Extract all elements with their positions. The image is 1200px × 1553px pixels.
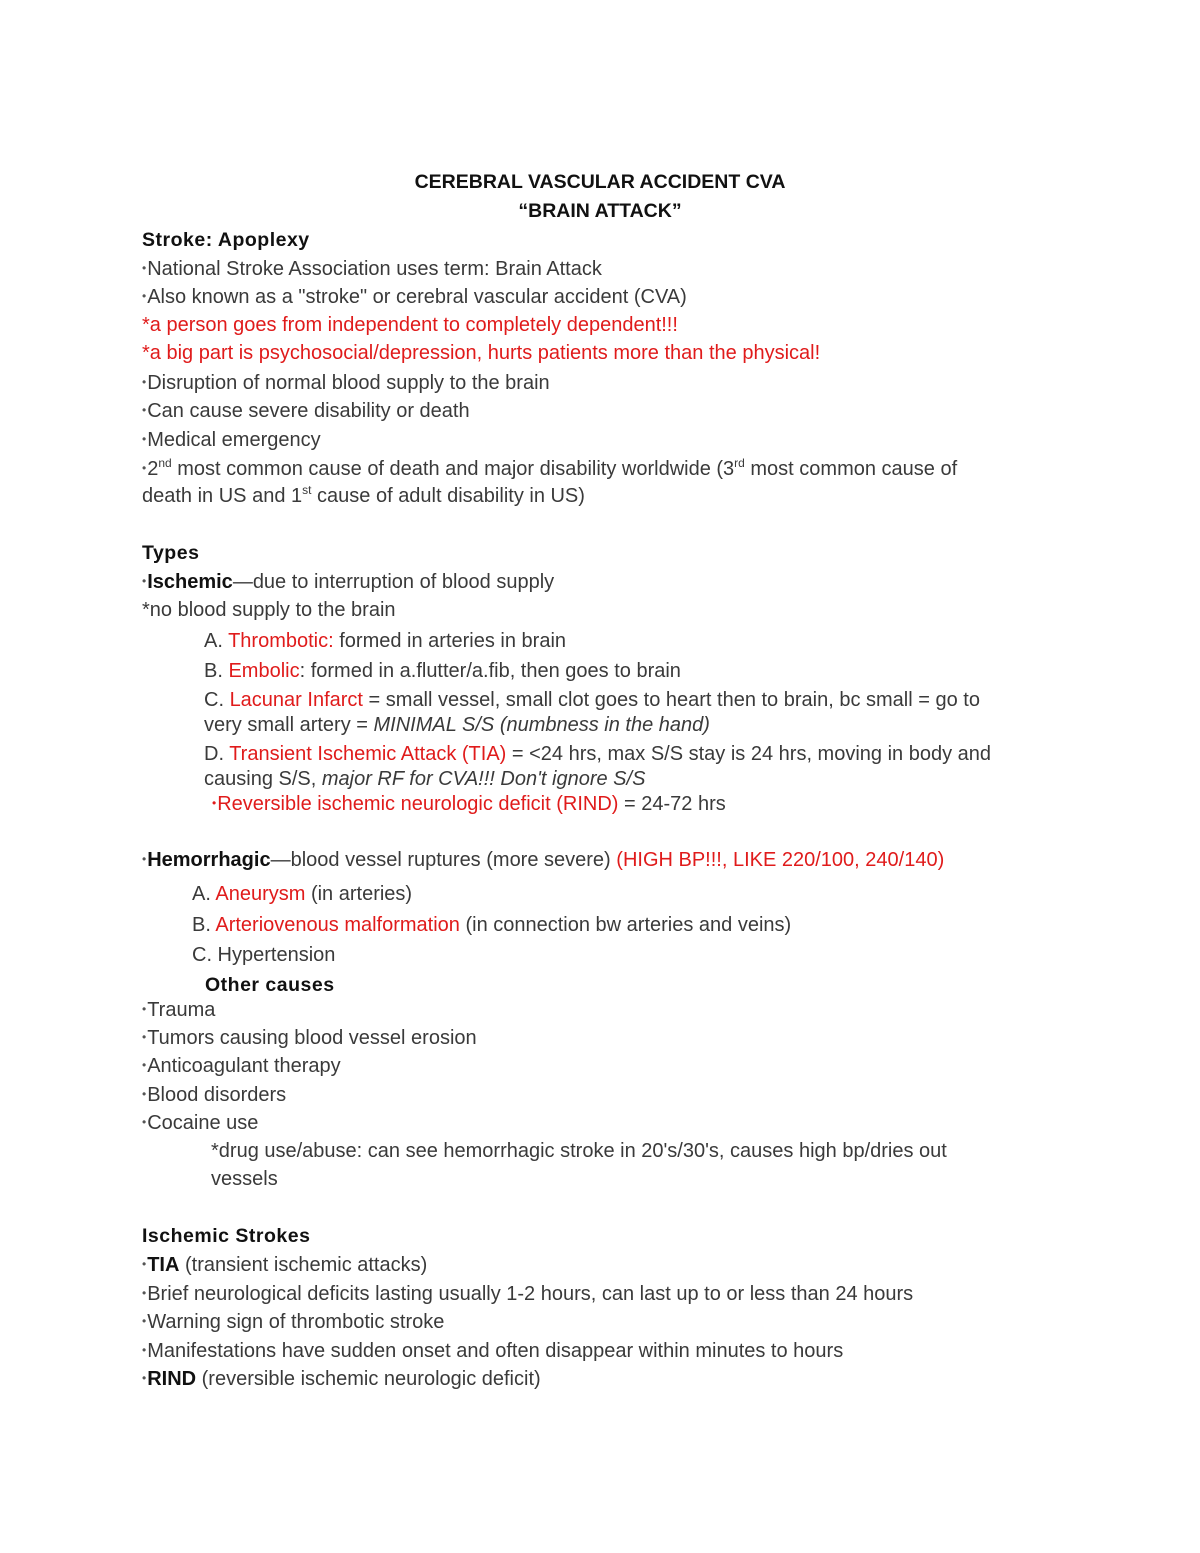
- bullet-icon: •: [142, 375, 147, 389]
- bullet-icon: •: [142, 1002, 147, 1016]
- page-title: CEREBRAL VASCULAR ACCIDENT CVA: [414, 171, 786, 193]
- bullet-icon: •: [142, 432, 147, 446]
- list-item: •Blood disorders: [142, 1084, 287, 1106]
- note-line: *no blood supply to the brain: [142, 599, 396, 621]
- bullet-icon: •: [142, 261, 147, 275]
- list-item: •2nd most common cause of death and major disability worldwide (3rd most common cause of: [142, 456, 958, 480]
- sub-item: •Reversible ischemic neurologic deficit (RIND) = 24-72 hrs: [212, 793, 726, 815]
- bullet-icon: •: [142, 403, 147, 417]
- bullet-icon: •: [212, 796, 217, 810]
- bullet-icon: •: [142, 1286, 147, 1300]
- list-item: •Ischemic—due to interruption of blood supply: [142, 571, 555, 593]
- list-item: •Brief neurological deficits lasting usually 1-2 hours, can last up to or less than 24 hours: [142, 1283, 914, 1305]
- sub-item: A. Aneurysm (in arteries): [192, 883, 413, 905]
- bullet-icon: •: [142, 1314, 147, 1328]
- list-item: •Warning sign of thrombotic stroke: [142, 1311, 445, 1333]
- bullet-icon: •: [142, 1087, 147, 1101]
- sub-item: A. Thrombotic: formed in arteries in brain: [204, 630, 567, 652]
- list-item: •National Stroke Association uses term: Brain Attack: [142, 258, 602, 280]
- sub-item: C. Lacunar Infarct = small vessel, small clot goes to heart then to brain, bc small = go to: [204, 689, 980, 711]
- list-item: •Trauma: [142, 999, 216, 1021]
- bullet-icon: •: [142, 1371, 147, 1385]
- bullet-icon: •: [142, 574, 147, 588]
- bullet-icon: •: [142, 1343, 147, 1357]
- bullet-icon: •: [142, 1058, 147, 1072]
- list-item: •RIND (reversible ischemic neurologic deficit): [142, 1368, 541, 1390]
- list-item: •TIA (transient ischemic attacks): [142, 1254, 428, 1276]
- list-item: •Medical emergency: [142, 429, 321, 451]
- list-item: •Cocaine use: [142, 1112, 259, 1134]
- section-heading-other-causes: Other causes: [205, 974, 335, 996]
- sub-item: B. Arteriovenous malformation (in connection bw arteries and veins): [192, 914, 792, 936]
- bullet-icon: •: [142, 1257, 147, 1271]
- list-item: •Tumors causing blood vessel erosion: [142, 1027, 477, 1049]
- note-line: *a big part is psychosocial/depression, hurts patients more than the physical!: [142, 342, 821, 364]
- list-item: •Manifestations have sudden onset and often disappear within minutes to hours: [142, 1340, 844, 1362]
- bullet-icon: •: [142, 1115, 147, 1129]
- bullet-icon: •: [142, 1030, 147, 1044]
- section-heading-stroke: Stroke: Apoplexy: [142, 229, 310, 251]
- sub-item: B. Embolic: formed in a.flutter/a.fib, then goes to brain: [204, 660, 681, 682]
- list-item-continued: death in US and 1st cause of adult disability in US): [142, 483, 585, 507]
- sub-item-continued: causing S/S, major RF for CVA!!! Don't ignore S/S: [204, 768, 646, 790]
- sub-item: D. Transient Ischemic Attack (TIA) = <24 hrs, max S/S stay is 24 hrs, moving in body and: [204, 743, 991, 765]
- note-line-continued: vessels: [211, 1168, 278, 1190]
- list-item: •Anticoagulant therapy: [142, 1055, 341, 1077]
- sub-item: C. Hypertension: [192, 944, 336, 966]
- page-subtitle: “BRAIN ATTACK”: [518, 200, 682, 222]
- bullet-icon: •: [142, 852, 147, 866]
- section-heading-ischemic-strokes: Ischemic Strokes: [142, 1225, 311, 1247]
- bullet-icon: •: [142, 289, 147, 303]
- bullet-icon: •: [142, 461, 147, 475]
- list-item: •Disruption of normal blood supply to the brain: [142, 372, 550, 394]
- note-line: *drug use/abuse: can see hemorrhagic stroke in 20's/30's, causes high bp/dries out: [211, 1140, 947, 1162]
- list-item: •Hemorrhagic—blood vessel ruptures (more severe) (HIGH BP!!!, LIKE 220/100, 240/140): [142, 849, 945, 871]
- list-item: •Also known as a "stroke" or cerebral vascular accident (CVA): [142, 286, 687, 308]
- note-line: *a person goes from independent to completely dependent!!!: [142, 314, 678, 336]
- list-item: •Can cause severe disability or death: [142, 400, 470, 422]
- sub-item-continued: very small artery = MINIMAL S/S (numbness in the hand): [204, 714, 710, 736]
- section-heading-types: Types: [142, 542, 200, 564]
